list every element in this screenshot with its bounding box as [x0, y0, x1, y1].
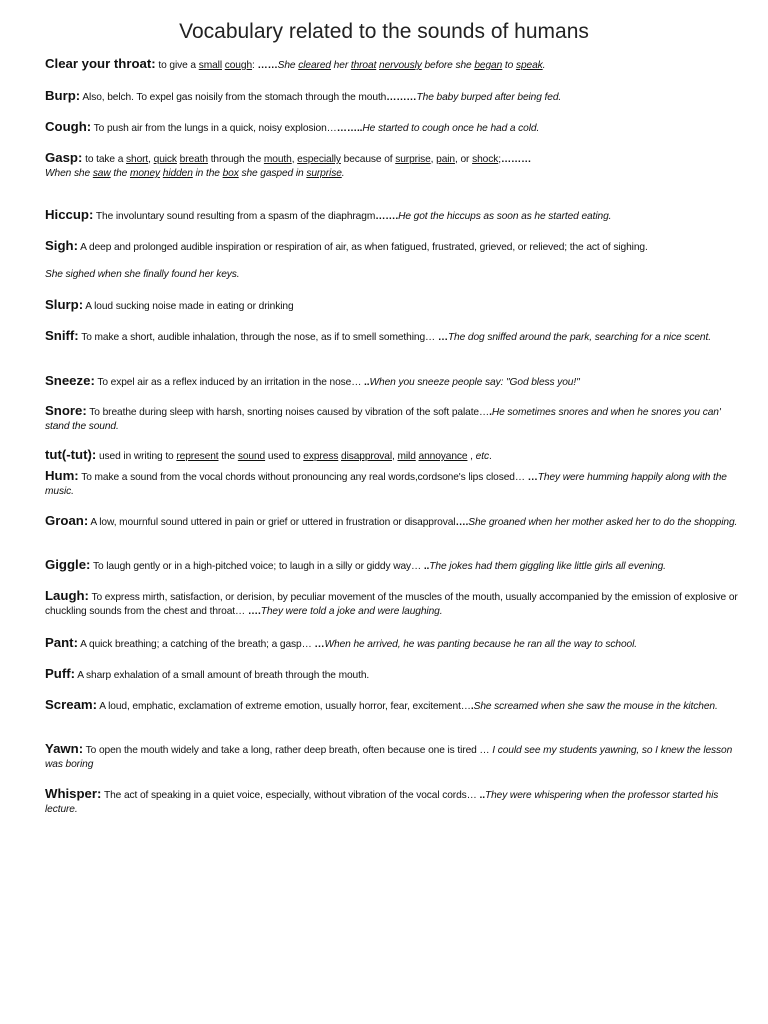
definition: To open the mouth widely and take a long, rather deep breath, often because one is tired …: [83, 745, 490, 756]
underlined-word: throat: [350, 60, 377, 71]
term: Pant:: [45, 635, 78, 650]
entry-pant: [45, 636, 745, 652]
definition-part: .: [488, 451, 492, 462]
entry-sniff: [45, 329, 745, 345]
example: She screamed when she saw the mouse in the kitchen.: [473, 701, 718, 712]
underlined-word: small: [198, 60, 223, 71]
definition: A sharp exhalation of a small amount of breath through the mouth.: [75, 670, 370, 681]
entry-burp: [45, 89, 745, 105]
underlined-word: mouth: [263, 154, 292, 165]
ellipsis: …….: [375, 211, 399, 222]
definition-part: used to: [265, 451, 304, 462]
definition: A loud, emphatic, exclamation of extreme emotion, usually horror, fear, excitement…: [97, 701, 471, 712]
example: When he arrived, he was panting because he ran all the way to school.: [324, 639, 637, 650]
entry-giggle: [45, 558, 745, 574]
definition-part: ;: [498, 154, 501, 165]
entry-clear-your-throat: Clear your throat: to give a small cough: ……She cleared her throat nervously before she began to speak.: [45, 56, 546, 71]
ellipsis: ……: [257, 60, 278, 71]
underlined-word: annoyance: [418, 451, 468, 462]
term: Sigh:: [45, 238, 78, 253]
definition: Also, belch. To expel gas noisily from the stomach through the mouth: [80, 92, 387, 103]
definition: The act of speaking in a quiet voice, especially, without vibration of the vocal cords…: [101, 790, 477, 801]
definition: To make a sound from the vocal chords without pronouncing any real words,cordsone's lips closed…: [78, 472, 525, 483]
definition-part: to give a: [155, 60, 199, 71]
definition: A quick breathing; a catching of the breath; a gasp…: [77, 639, 312, 650]
entry-whisper: [45, 787, 745, 817]
underlined-word: express: [303, 451, 339, 462]
example: They were humming happily along with the music.: [45, 472, 727, 497]
entry-snore: [45, 404, 745, 434]
entry-laugh: [45, 589, 745, 619]
example: The jokes had them giggling like little girls all evening.: [429, 561, 666, 572]
underlined-word: surprise: [306, 168, 342, 179]
example: He started to cough once he had a cold.: [362, 123, 540, 134]
definition: To laugh gently or in a high-pitched voice; to laugh in a silly or giddy way…: [90, 561, 422, 572]
underlined-word: money: [129, 168, 161, 179]
example-part: in the: [192, 168, 223, 179]
example: [45, 167, 745, 181]
underlined-word: disapproval: [341, 451, 393, 462]
underlined-word: hidden: [162, 168, 193, 179]
definition: To express mirth, satisfaction, or derision, by peculiar movement of the muscles of the mouth, usually accompanied by the emission of explosive or chuckling sounds from the chest and throat…: [45, 592, 738, 617]
definition: To make a short, audible inhalation, through the nose, as if to smell something…: [78, 332, 436, 343]
underlined-word: began: [474, 60, 503, 71]
term: Snore:: [45, 403, 87, 418]
definition-part: , or: [455, 154, 473, 165]
example: The dog sniffed around the park, searching for a nice scent.: [447, 332, 711, 343]
underlined-word: cough: [224, 60, 253, 71]
term: Yawn:: [45, 741, 84, 756]
underlined-word: mild: [397, 451, 416, 462]
example-part: She: [277, 60, 299, 71]
ellipsis: ……..: [336, 123, 363, 134]
ellipsis: ..: [421, 561, 430, 572]
example: She groaned when her mother asked her to do the shopping.: [468, 517, 738, 528]
term: Sneeze:: [45, 373, 95, 388]
term: Burp:: [45, 88, 81, 103]
entry-hum: [45, 469, 745, 499]
entry-scream: [45, 698, 745, 714]
ellipsis: …: [435, 332, 448, 343]
example: The baby burped after being fed.: [416, 92, 562, 103]
underlined-word: represent: [176, 451, 219, 462]
example-part: before she: [421, 60, 475, 71]
underlined-word: speak: [515, 60, 543, 71]
definition-part: because of: [340, 154, 396, 165]
example: When you sneeze people say: "God bless you!": [369, 377, 580, 388]
term: Slurp:: [45, 297, 84, 312]
term: tut(-tut):: [45, 447, 97, 462]
term: Sniff:: [45, 328, 79, 343]
term: Giggle:: [45, 557, 91, 572]
underlined-word: breath: [179, 154, 208, 165]
entry-gasp: Gasp: to take a short, quick breath through the mouth, especially because of surprise, pain, or shock;……… When she saw the money hidden in the box she gasped in surprise.: [45, 151, 745, 181]
term: Puff:: [45, 666, 76, 681]
term: Clear your throat:: [45, 56, 156, 71]
entry-hiccup: [45, 208, 745, 224]
underlined-word: surprise: [395, 154, 431, 165]
example-part: When she: [45, 168, 93, 179]
etc: etc: [475, 451, 489, 462]
definition-part: to take a: [82, 154, 127, 165]
ellipsis: ..: [361, 377, 370, 388]
definition-part: the: [218, 451, 238, 462]
example: He got the hiccups as soon as he started eating.: [398, 211, 612, 222]
underlined-word: cleared: [298, 60, 331, 71]
term: Whisper:: [45, 786, 102, 801]
underlined-word: saw: [92, 168, 111, 179]
ellipsis: ….: [245, 606, 261, 617]
term: Hiccup:: [45, 207, 94, 222]
entry-sigh: [45, 239, 745, 255]
ellipsis: ………: [500, 154, 532, 165]
example: I could see my students yawning, so I knew the lesson was boring: [45, 745, 733, 770]
ellipsis: …: [524, 472, 538, 483]
example-part: to: [502, 60, 516, 71]
underlined-word: box: [222, 168, 239, 179]
example-part: .: [542, 60, 546, 71]
term: Scream:: [45, 697, 98, 712]
underlined-word: especially: [297, 154, 341, 165]
example-part: her: [330, 60, 351, 71]
term: Cough:: [45, 119, 92, 134]
definition: To expel air as a reflex induced by an irritation in the nose…: [94, 377, 362, 388]
underlined-word: pain: [436, 154, 456, 165]
ellipsis: ..: [476, 790, 485, 801]
term: Laugh:: [45, 588, 89, 603]
entry-yawn: [45, 742, 745, 772]
definition-part: ,: [467, 451, 476, 462]
term: Gasp:: [45, 150, 83, 165]
definition-part: used in writing to: [96, 451, 177, 462]
ellipsis: ….: [455, 517, 469, 528]
ellipsis: .: [470, 701, 474, 712]
example-part: .: [341, 168, 345, 179]
example-part: she gasped in: [238, 168, 307, 179]
underlined-word: nervously: [379, 60, 422, 71]
definition: To push air from the lungs in a quick, noisy explosion…: [91, 123, 337, 134]
underlined-word: quick: [153, 154, 177, 165]
definition-part: through the: [207, 154, 264, 165]
term: Hum:: [45, 468, 79, 483]
example: He sometimes snores and when he snores you can' stand the sound.: [45, 407, 721, 432]
definition: A low, mournful sound uttered in pain or grief or uttered in frustration or disapproval: [88, 517, 456, 528]
definition: A loud sucking noise made in eating or drinking: [83, 301, 294, 312]
entry-tut-tut: tut(-tut): used in writing to represent the sound used to express disapproval, mild annoyance , etc.: [45, 447, 492, 462]
underlined-word: shock: [472, 154, 499, 165]
example-part: the: [110, 168, 130, 179]
ellipsis: .: [489, 407, 492, 418]
ellipsis: …: [311, 639, 325, 650]
example-sigh: She sighed when she finally found her keys.: [45, 269, 240, 280]
definition: To breathe during sleep with harsh, snorting noises caused by vibration of the soft palate…: [86, 407, 490, 418]
definition: The involuntary sound resulting from a spasm of the diaphragm: [93, 211, 376, 222]
example: They were whispering when the professor started his lecture.: [45, 790, 719, 815]
underlined-word: short: [126, 154, 149, 165]
underlined-word: sound: [237, 451, 266, 462]
example: They were told a joke and were laughing.: [260, 606, 443, 617]
entry-cough: [45, 120, 745, 136]
entry-groan: [45, 514, 745, 530]
entry-slurp: [45, 298, 745, 314]
ellipsis: ………: [386, 92, 417, 103]
term: Groan:: [45, 513, 89, 528]
page-title: Vocabulary related to the sounds of humans: [179, 20, 589, 43]
entry-sneeze: [45, 374, 745, 390]
definition: A deep and prolonged audible inspiration or respiration of air, as when fatigued, frustrated, grieved, or relieved; the act of sighing.: [77, 242, 648, 253]
entry-puff: [45, 667, 745, 683]
